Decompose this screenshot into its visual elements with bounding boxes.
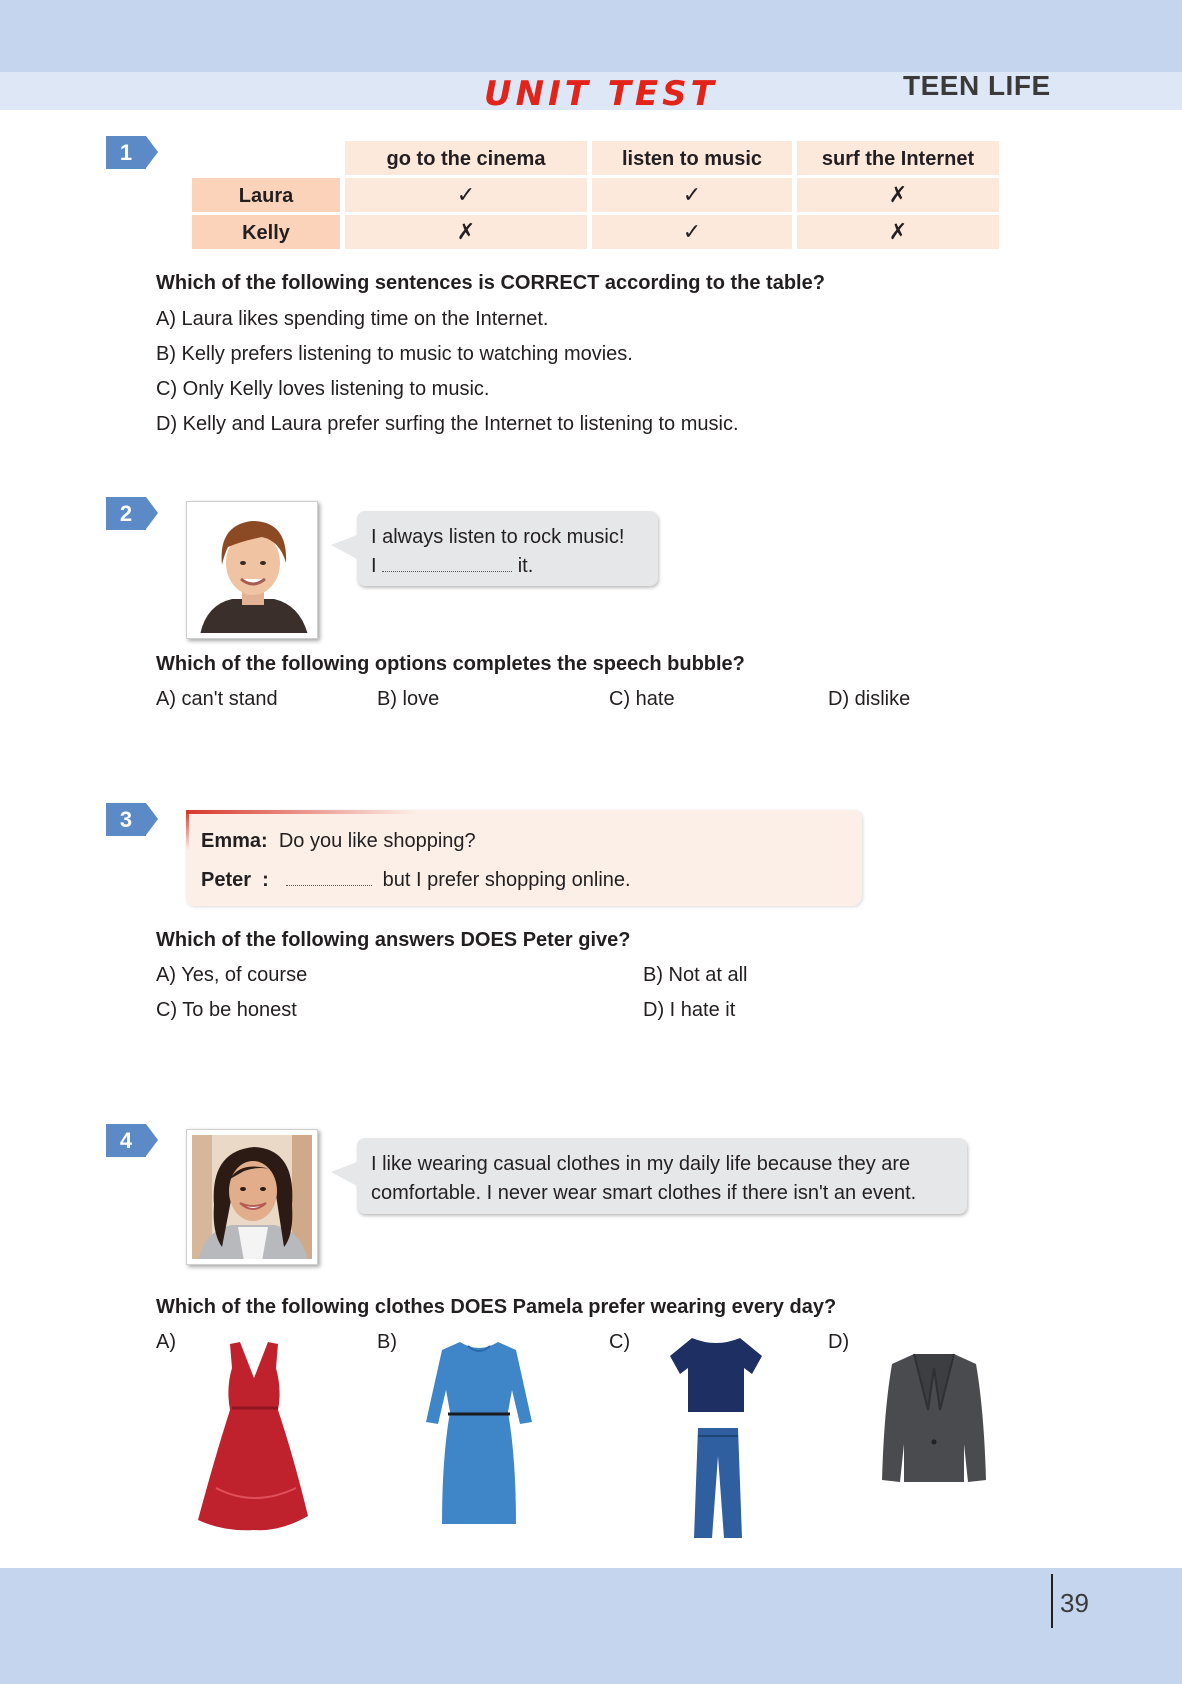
woman-portrait-icon xyxy=(192,1135,312,1259)
option-d[interactable]: D) xyxy=(828,1331,850,1353)
bubble-line: I always listen to rock music! xyxy=(371,526,625,548)
tshirt-and-jeans-icon[interactable] xyxy=(670,1336,762,1542)
dialogue-line-1 xyxy=(201,830,476,853)
page-number: 39 xyxy=(1060,1588,1089,1618)
option-b[interactable]: B) Not at all xyxy=(643,964,748,986)
speaker-colon: : xyxy=(262,869,269,891)
table-cell-mark: ✗ xyxy=(797,215,999,249)
speaker-name: Peter xyxy=(201,869,252,891)
table-header-music: listen to music xyxy=(592,141,792,175)
question-2-badge xyxy=(106,497,158,530)
question-number: 4 xyxy=(106,1124,146,1157)
speech-bubble xyxy=(357,511,658,586)
dialogue-accent xyxy=(186,810,189,850)
red-dress-icon[interactable] xyxy=(196,1338,312,1538)
option-d[interactable]: D) dislike xyxy=(828,688,911,710)
dialogue-line-2 xyxy=(201,868,631,892)
boy-portrait-icon xyxy=(192,507,312,633)
footer-band xyxy=(0,1568,1182,1684)
dialogue-text: but I prefer shopping online. xyxy=(382,869,631,891)
option-a[interactable]: A) xyxy=(156,1331,176,1353)
option-c[interactable]: C) To be honest xyxy=(156,999,297,1021)
table-cell-mark: ✓ xyxy=(345,178,587,212)
option-b[interactable]: B) love xyxy=(377,688,440,710)
question-2-text: Which of the following options completes the speech bubble? xyxy=(156,653,745,675)
dialogue-box xyxy=(186,810,862,906)
pamela-photo xyxy=(186,1129,318,1265)
question-1-text: Which of the following sentences is CORRECT according to the table? xyxy=(156,272,825,294)
badge-arrow xyxy=(146,497,158,529)
option-a[interactable]: A) Yes, of course xyxy=(156,964,308,986)
table-cell-mark: ✗ xyxy=(797,178,999,212)
option-c[interactable]: C) hate xyxy=(609,688,675,710)
dialogue-text: Do you like shopping? xyxy=(278,830,476,852)
table-row-name: Laura xyxy=(192,178,340,212)
option-b[interactable]: B) xyxy=(377,1331,397,1353)
speaker-colon: : xyxy=(261,830,268,852)
speech-bubble xyxy=(357,1138,967,1214)
bubble-line xyxy=(371,552,644,581)
bubble-tail xyxy=(331,1162,357,1186)
option-d[interactable]: D) I hate it xyxy=(643,999,736,1021)
option-c[interactable]: C) Only Kelly loves listening to music. xyxy=(156,378,490,400)
question-4-badge xyxy=(106,1124,158,1157)
question-number: 1 xyxy=(106,136,146,169)
table-cell-mark: ✗ xyxy=(345,215,587,249)
question-3-badge xyxy=(106,803,158,836)
speaker-name: Emma xyxy=(201,830,262,852)
blue-dress-icon[interactable] xyxy=(424,1338,534,1528)
option-a[interactable]: A) can't stand xyxy=(156,688,278,710)
option-d[interactable]: D) Kelly and Laura prefer surfing the Internet to listening to music. xyxy=(156,413,739,435)
bubble-line: I like wearing casual clothes in my daily life because they are xyxy=(371,1153,911,1175)
table-header-cinema: go to the cinema xyxy=(345,141,587,175)
question-1-badge xyxy=(106,136,158,169)
table-cell-mark: ✓ xyxy=(592,215,792,249)
badge-arrow xyxy=(146,803,158,835)
option-c[interactable]: C) xyxy=(609,1331,631,1353)
question-4-text: Which of the following clothes DOES Pamela prefer wearing every day? xyxy=(156,1296,837,1318)
question-3-text: Which of the following answers DOES Peter give? xyxy=(156,929,631,951)
dialogue-accent xyxy=(186,810,416,814)
blank-line[interactable] xyxy=(382,554,512,572)
badge-arrow xyxy=(146,136,158,168)
bubble-text: I xyxy=(371,555,377,577)
page-number-divider xyxy=(1051,1574,1053,1628)
bubble-line: comfortable. I never wear smart clothes if there isn't an event. xyxy=(371,1182,917,1204)
blank-line[interactable] xyxy=(286,868,372,886)
table-header-internet: surf the Internet xyxy=(797,141,999,175)
header-band xyxy=(0,0,1182,72)
option-a[interactable]: A) Laura likes spending time on the Internet. xyxy=(156,308,549,330)
section-title: TEEN LIFE xyxy=(903,70,1051,101)
question-number: 3 xyxy=(106,803,146,836)
bubble-tail xyxy=(331,535,357,559)
table-row-name: Kelly xyxy=(192,215,340,249)
boy-photo xyxy=(186,501,318,639)
table-cell-mark: ✓ xyxy=(592,178,792,212)
unit-test-title: UNIT TEST xyxy=(484,74,718,114)
option-b[interactable]: B) Kelly prefers listening to music to watching movies. xyxy=(156,343,633,365)
badge-arrow xyxy=(146,1124,158,1156)
bubble-text: it. xyxy=(517,555,534,577)
blazer-jacket-icon[interactable] xyxy=(880,1350,988,1490)
question-number: 2 xyxy=(106,497,146,530)
